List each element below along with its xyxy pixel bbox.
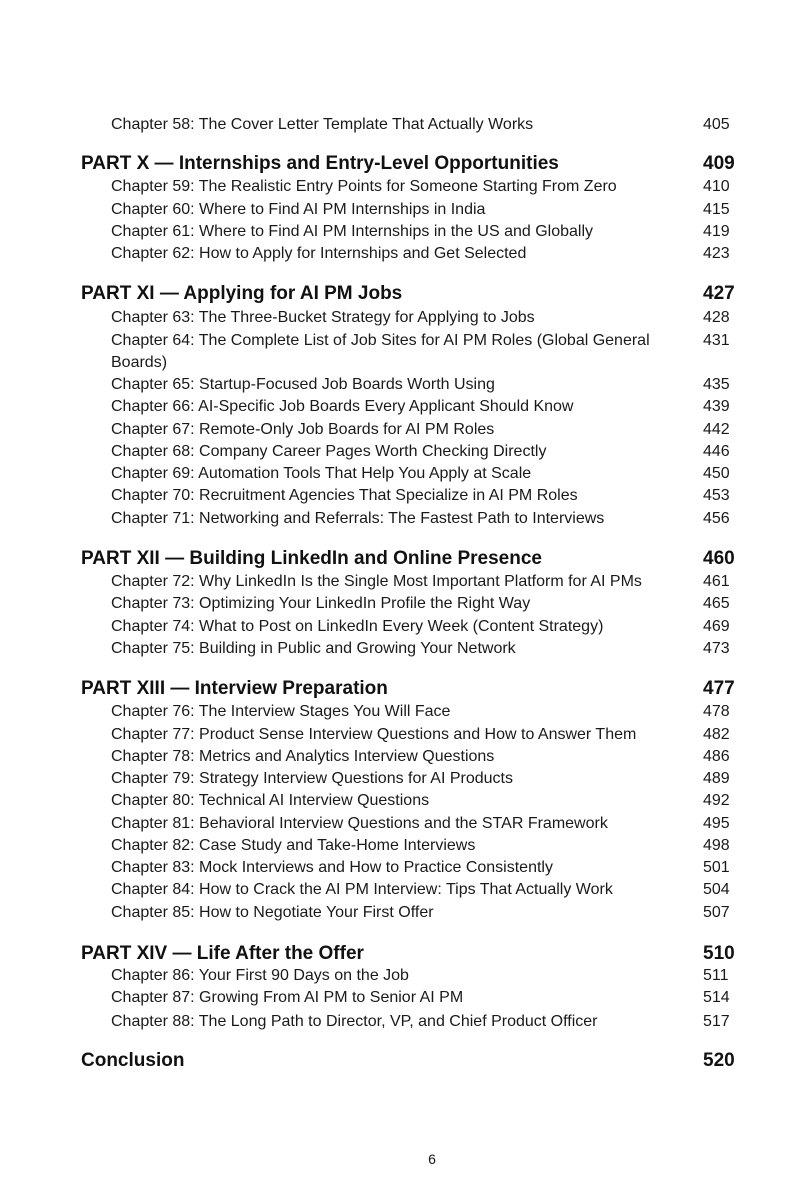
toc-entry-title: Chapter 65: Startup-Focused Job Boards Worth Using — [111, 376, 495, 393]
toc-entry-title: Chapter 81: Behavioral Interview Questions and the STAR Framework — [111, 815, 608, 832]
toc-entry-title: Chapter 78: Metrics and Analytics Interview Questions — [111, 748, 495, 765]
toc-part-title: PART X — Internships and Entry-Level Opportunities — [81, 153, 559, 174]
toc-entry-title: Chapter 77: Product Sense Interview Questions and How to Answer Them — [111, 726, 637, 743]
toc-entry-title: Chapter 66: AI-Specific Job Boards Every Applicant Should Know — [111, 398, 574, 415]
toc-entry-page: 486 — [703, 748, 730, 765]
toc-entry-title: Chapter 71: Networking and Referrals: The Fastest Path to Interviews — [111, 510, 605, 527]
toc-entry-page: 495 — [703, 815, 730, 832]
toc-part-page: 427 — [703, 283, 735, 304]
toc-entry-page: 478 — [703, 703, 730, 720]
toc-entry-page: 504 — [703, 881, 730, 898]
page-number: 6 — [428, 1151, 436, 1167]
toc-entry-page: 442 — [703, 421, 730, 438]
toc-entry-title: Chapter 68: Company Career Pages Worth Checking Directly — [111, 443, 547, 460]
toc-entry-page: 456 — [703, 510, 730, 527]
toc-entry-title: Chapter 74: What to Post on LinkedIn Every Week (Content Strategy) — [111, 618, 604, 635]
toc-entry-title: Chapter 61: Where to Find AI PM Internships in the US and Globally — [111, 223, 594, 240]
toc-entry-title: Chapter 70: Recruitment Agencies That Specialize in AI PM Roles — [111, 487, 578, 504]
toc-entry-page: 415 — [703, 201, 730, 218]
toc-entry-title: Chapter 63: The Three-Bucket Strategy for Applying to Jobs — [111, 309, 535, 326]
toc-entry-page: 514 — [703, 989, 730, 1006]
toc-part-page: 460 — [703, 548, 735, 569]
toc-entry-page: 450 — [703, 465, 730, 482]
toc-entry-title: Chapter 72: Why LinkedIn Is the Single Most Important Platform for AI PMs — [111, 573, 642, 590]
toc-entry-page: 511 — [703, 967, 729, 984]
toc-entry-title: Chapter 80: Technical AI Interview Questions — [111, 792, 430, 809]
toc-entry-title: Chapter 79: Strategy Interview Questions for AI Products — [111, 770, 513, 787]
toc-entry-page: 489 — [703, 770, 730, 787]
toc-entry-title: Chapter 64: The Complete List of Job Sites for AI PM Roles (Global General Boards) — [111, 332, 650, 371]
toc-entry-title: Chapter 75: Building in Public and Growing Your Network — [111, 640, 516, 657]
toc-entry-page: 431 — [703, 332, 730, 349]
toc-entry-title: Chapter 82: Case Study and Take-Home Interviews — [111, 837, 476, 854]
toc-entry-page: 501 — [703, 859, 730, 876]
toc-part-title: Conclusion — [81, 1050, 185, 1071]
toc-part-page: 409 — [703, 153, 735, 174]
toc-entry-page: 492 — [703, 792, 730, 809]
toc-part-title: PART XIII — Interview Preparation — [81, 678, 388, 699]
toc-part-page: 520 — [703, 1050, 735, 1071]
toc-entry-title: Chapter 88: The Long Path to Director, VP, and Chief Product Officer — [111, 1013, 598, 1030]
toc-entry-title: Chapter 76: The Interview Stages You Will Face — [111, 703, 451, 720]
toc-entry-title: Chapter 69: Automation Tools That Help You Apply at Scale — [111, 465, 532, 482]
toc-entry-page: 453 — [703, 487, 730, 504]
toc-entry-page: 410 — [703, 178, 730, 195]
toc-entry-page: 439 — [703, 398, 730, 415]
toc-entry-title: Chapter 86: Your First 90 Days on the Job — [111, 967, 409, 984]
toc-entry-page: 482 — [703, 726, 730, 743]
toc-part-title: PART XII — Building LinkedIn and Online Presence — [81, 548, 542, 569]
toc-entry-page: 435 — [703, 376, 730, 393]
toc-entry-page: 465 — [703, 595, 730, 612]
toc-part-page: 477 — [703, 678, 735, 699]
toc-part-title: PART XIV — Life After the Offer — [81, 943, 364, 964]
toc-entry-page: 507 — [703, 904, 730, 921]
toc-entry-title: Chapter 67: Remote-Only Job Boards for AI PM Roles — [111, 421, 495, 438]
toc-entry-page: 405 — [703, 116, 730, 133]
toc-entry-page: 473 — [703, 640, 730, 657]
toc-entry-title: Chapter 73: Optimizing Your LinkedIn Profile the Right Way — [111, 595, 531, 612]
toc-entry-page: 419 — [703, 223, 730, 240]
toc-entry-page: 423 — [703, 245, 730, 262]
toc-entry-title: Chapter 84: How to Crack the AI PM Interview: Tips That Actually Work — [111, 881, 613, 898]
toc-entry-title: Chapter 58: The Cover Letter Template That Actually Works — [111, 116, 534, 133]
toc-entry-title: Chapter 62: How to Apply for Internships and Get Selected — [111, 245, 527, 262]
toc-entry-title: Chapter 60: Where to Find AI PM Internships in India — [111, 201, 486, 218]
toc-entry-title: Chapter 83: Mock Interviews and How to Practice Consistently — [111, 859, 553, 876]
toc-entry-title: Chapter 59: The Realistic Entry Points for Someone Starting From Zero — [111, 178, 617, 195]
toc-entry-title: Chapter 85: How to Negotiate Your First Offer — [111, 904, 434, 921]
toc-entry-page: 517 — [703, 1013, 730, 1030]
toc-entry-page: 428 — [703, 309, 730, 326]
toc-part-page: 510 — [703, 943, 735, 964]
toc-entry-title: Chapter 87: Growing From AI PM to Senior AI PM — [111, 989, 464, 1006]
toc-entry-page: 498 — [703, 837, 730, 854]
toc-entry-page: 461 — [703, 573, 730, 590]
toc-entry-page: 446 — [703, 443, 730, 460]
toc-part-title: PART XI — Applying for AI PM Jobs — [81, 283, 403, 304]
toc-entry-page: 469 — [703, 618, 730, 635]
